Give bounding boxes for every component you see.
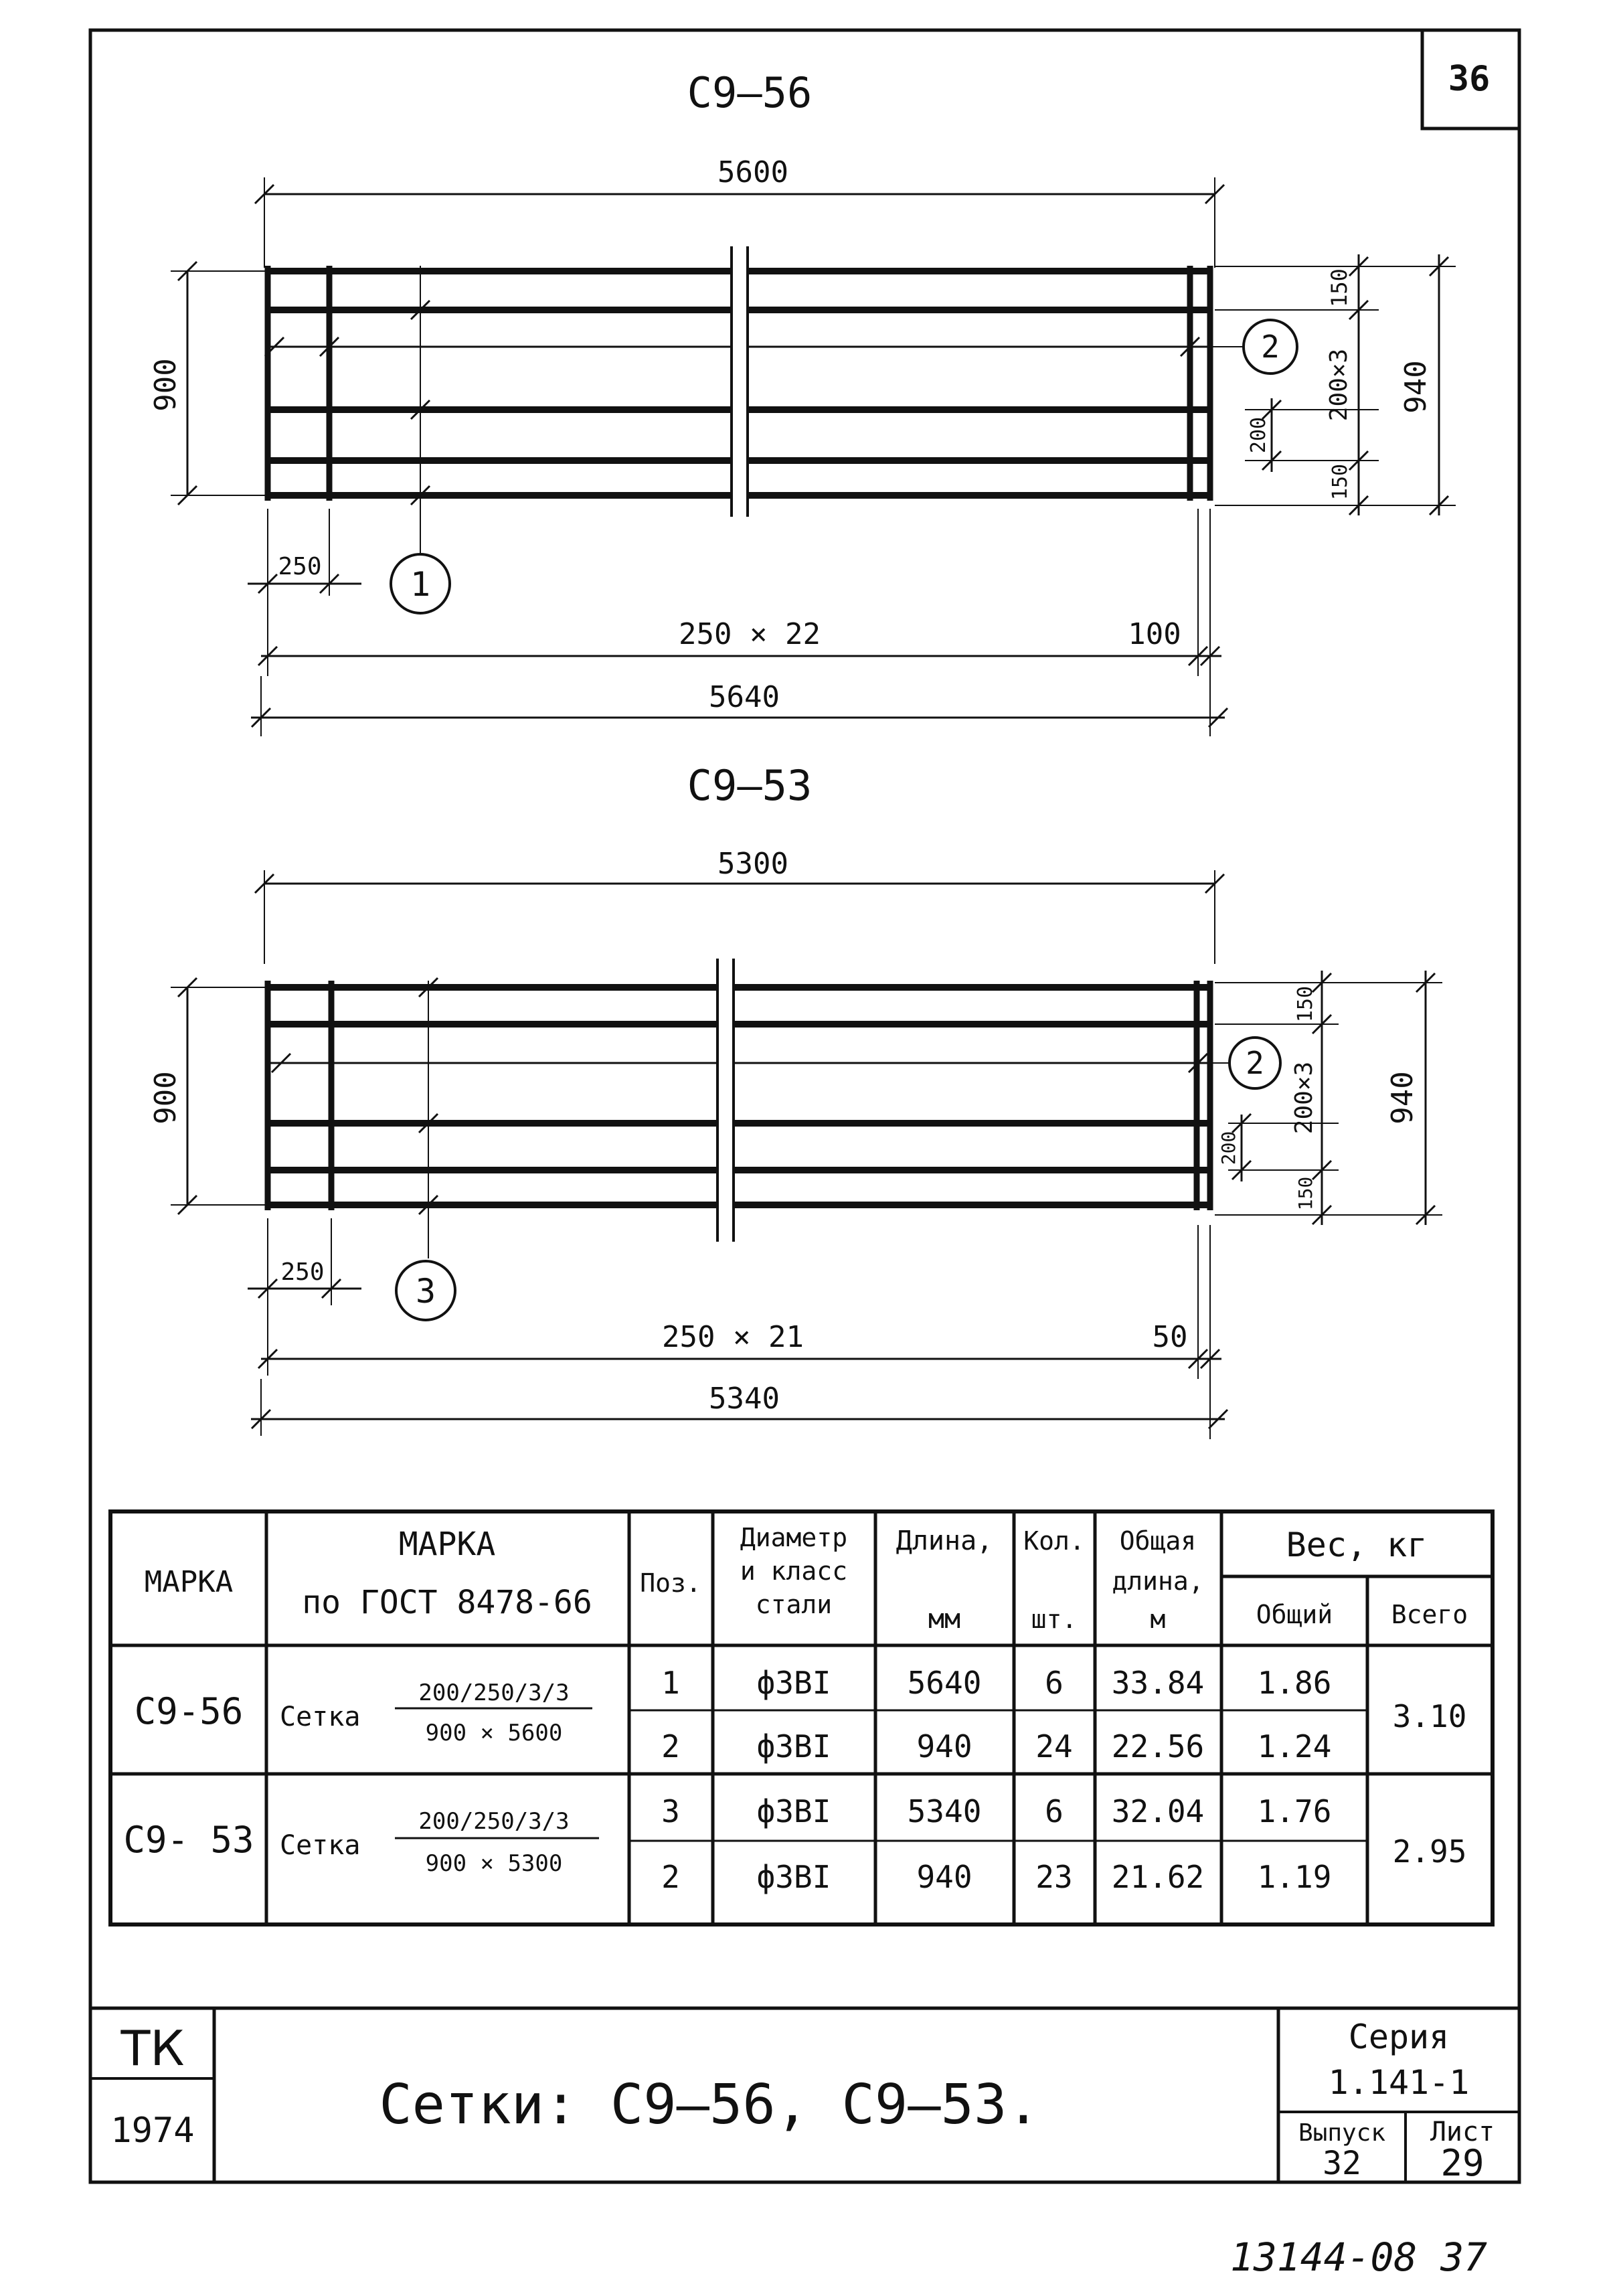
position-label: 2: [1246, 1045, 1264, 1081]
header-gost: по ГОСТ 8478-66: [302, 1584, 592, 1621]
item-pos: 3: [661, 1793, 680, 1829]
dim-first-spacing: 250: [280, 1258, 325, 1286]
item-steel: ф3ВI: [756, 1665, 831, 1701]
item-steel: ф3ВI: [756, 1728, 831, 1765]
header-pos: Поз.: [640, 1568, 701, 1598]
dim-end-offset: 50: [1152, 1320, 1188, 1354]
item-weight: 1.76: [1257, 1793, 1332, 1829]
dim-spacing: 200×3: [1290, 1061, 1318, 1135]
spec-table: [110, 1511, 1493, 1924]
row-weight-total: 3.10: [1392, 1698, 1467, 1734]
item-qty: 6: [1045, 1665, 1064, 1701]
dim-edge-bottom: 150: [1294, 1176, 1317, 1211]
dim-width-total: 940: [1385, 1071, 1420, 1125]
sheet-title: Сетки: С9—56, С9—53.: [379, 2073, 1040, 2137]
year: 1974: [110, 2111, 195, 2151]
dim-pitch: 250 × 21: [662, 1320, 804, 1354]
header-diam: Диаметр: [740, 1523, 848, 1552]
item-length: 5340: [907, 1793, 982, 1829]
header-length: Длина,: [896, 1526, 993, 1556]
item-steel: ф3ВI: [756, 1859, 831, 1895]
archive-number: 13144-08 37: [1229, 2234, 1488, 2280]
net-denominator: 900 × 5300: [425, 1850, 563, 1877]
item-length: 940: [916, 1859, 972, 1895]
position-label: 1: [410, 565, 431, 604]
dim-cell: 200: [1217, 1131, 1240, 1165]
drawing-title: С9—56: [687, 68, 813, 117]
dim-spacing: 200×3: [1325, 348, 1353, 422]
item-pos: 1: [661, 1665, 680, 1701]
item-qty: 6: [1045, 1793, 1064, 1829]
item-steel: ф3ВI: [756, 1793, 831, 1829]
item-weight: 1.86: [1257, 1665, 1332, 1701]
header-weight-total: Всего: [1391, 1600, 1468, 1629]
header-total-length-2: длина,: [1112, 1566, 1204, 1596]
dim-overall-length: 5600: [717, 155, 788, 189]
net-label: Сетка: [280, 1702, 361, 1732]
series-value: 1.141-1: [1328, 2063, 1470, 2102]
dim-width-total: 940: [1399, 360, 1433, 414]
item-weight: 1.19: [1257, 1859, 1332, 1895]
dim-overall-length: 5300: [717, 847, 788, 881]
page-number: 36: [1448, 59, 1491, 99]
sheet-value: 29: [1440, 2142, 1484, 2184]
header-weight: Вес, кг: [1286, 1526, 1428, 1564]
issue-label: Выпуск: [1298, 2119, 1386, 2147]
item-total-length: 33.84: [1111, 1665, 1205, 1701]
row-weight-total: 2.95: [1392, 1833, 1467, 1870]
header-diam-class: и класс: [740, 1556, 848, 1586]
dim-height: 900: [149, 1071, 183, 1125]
net-numerator: 200/250/3/3: [418, 1808, 570, 1835]
net-numerator: 200/250/3/3: [418, 1679, 570, 1706]
sheet-label: Лист: [1430, 2117, 1495, 2147]
item-total-length: 32.04: [1111, 1793, 1205, 1829]
title-block: [90, 2008, 1519, 2184]
dim-first-spacing: 250: [278, 553, 322, 580]
drawing-c9-56: [149, 68, 1456, 736]
item-pos: 2: [661, 1859, 680, 1895]
row-mark: С9- 53: [123, 1819, 254, 1861]
net-denominator: 900 × 5600: [425, 1720, 563, 1746]
item-total-length: 21.62: [1111, 1859, 1205, 1895]
dim-pitch: 250 × 22: [679, 617, 821, 651]
dim-edge-bottom: 150: [1329, 463, 1352, 501]
net-label: Сетка: [280, 1830, 361, 1861]
header-total-length-unit: м: [1150, 1605, 1166, 1634]
header-gost-mark: МАРКА: [398, 1526, 496, 1563]
longitudinal-rods: [266, 987, 1211, 1205]
header-length-unit: мм: [928, 1604, 961, 1635]
table-row: [123, 1793, 1466, 1895]
org-code: ТК: [120, 2020, 185, 2076]
position-label: 3: [415, 1272, 436, 1311]
drawing-c9-53: [149, 761, 1442, 1439]
dim-edge-top: 150: [1294, 985, 1317, 1023]
header-mark: МАРКА: [144, 1565, 234, 1599]
header-diam-steel: стали: [755, 1590, 833, 1619]
row-mark: С9-56: [134, 1690, 244, 1732]
drawing-title: С9—53: [687, 761, 813, 810]
dim-rod-length: 5640: [709, 680, 780, 714]
table-row: [135, 1665, 1467, 1765]
series-label: Серия: [1348, 2018, 1450, 2056]
item-length: 5640: [907, 1665, 982, 1701]
item-weight: 1.24: [1257, 1728, 1332, 1765]
position-label: 2: [1261, 329, 1280, 365]
header-qty-unit: шт.: [1031, 1605, 1078, 1634]
dim-cell: 200: [1247, 416, 1270, 454]
item-pos: 2: [661, 1728, 680, 1765]
header-total-length: Общая: [1119, 1526, 1197, 1556]
dim-height: 900: [149, 358, 183, 412]
item-qty: 23: [1035, 1859, 1073, 1895]
dim-edge-top: 150: [1327, 268, 1352, 307]
item-qty: 24: [1035, 1728, 1073, 1765]
item-total-length: 22.56: [1111, 1728, 1205, 1765]
item-length: 940: [916, 1728, 972, 1765]
issue-value: 32: [1323, 2145, 1361, 2182]
header-weight-each: Общий: [1256, 1600, 1333, 1629]
header-qty: Кол.: [1023, 1526, 1085, 1556]
dim-end-offset: 100: [1128, 617, 1181, 651]
dim-rod-length: 5340: [709, 1382, 780, 1416]
